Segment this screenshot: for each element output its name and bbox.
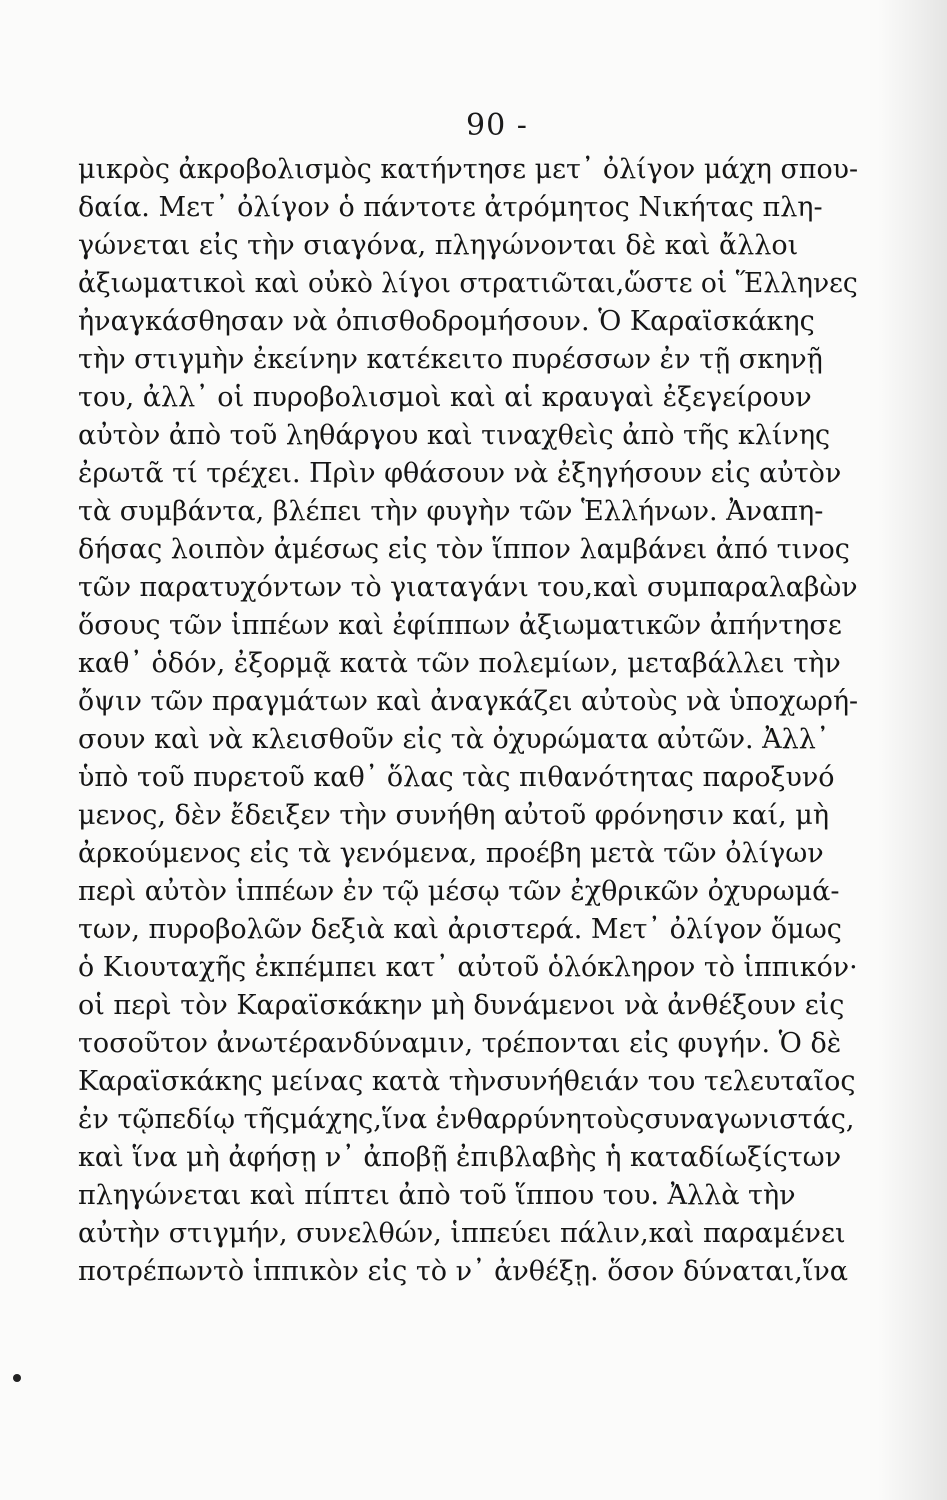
page-number: 90 - — [466, 108, 528, 143]
text-line: ἠναγκάσθησαν νὰ ὀπισθοδρομήσουν. Ὁ Καραϊσκάκης — [78, 306, 815, 337]
text-line: ἀξιωματικοὶ καὶ οὐκὸ λίγοι στρατιῶται,ὥστε οἱ Ἕλληνες — [78, 268, 858, 299]
text-line: δαία. Μετ᾽ ὀλίγον ὁ πάντοτε ἀτρόμητος Νικήτας πλη- — [78, 192, 823, 223]
text-line: ὁ Κιουταχῆς ἐκπέμπει κατ᾽ αὐτοῦ ὁλόκληρον τὸ ἱππικόν· — [78, 952, 858, 983]
text-line: μικρὸς ἀκροβολισμὸς κατήντησε μετ᾽ ὀλίγον μάχη σπου- — [78, 154, 859, 185]
text-line: δήσας λοιπὸν ἀμέσως εἰς τὸν ἵππον λαμβάνει ἀπό τινος — [78, 534, 850, 565]
text-line: γώνεται εἰς τὴν σιαγόνα, πληγώνονται δὲ καὶ ἄλλοι — [78, 230, 799, 261]
text-line: περὶ αὐτὸν ἱππέων ἐν τῷ μέσῳ τῶν ἐχθρικῶν ὀχυρωμά- — [78, 876, 840, 907]
text-line: τὴν στιγμὴν ἐκείνην κατέκειτο πυρέσσων ἐν τῇ σκηνῇ — [78, 344, 823, 375]
page-edge-shadow — [877, 0, 947, 1500]
text-line: τῶν παρατυχόντων τὸ γιαταγάνι του,καὶ συμπαραλαβὼν — [78, 572, 858, 603]
ink-speck — [13, 1374, 21, 1382]
text-line: τοσοῦτον ἀνωτέρανδύναμιν, τρέπονται εἰς φυγήν. Ὁ δὲ — [78, 1028, 842, 1059]
text-line: σουν καὶ νὰ κλεισθοῦν εἰς τὰ ὀχυρώματα αὐτῶν. Ἀλλ᾽ — [78, 724, 830, 755]
text-line: Καραϊσκάκης μείνας κατὰ τὴνσυνήθειάν του τελευταῖος — [78, 1066, 856, 1097]
text-line: ὄψιν τῶν πραγμάτων καὶ ἀναγκάζει αὐτοὺς νὰ ὑποχωρή- — [78, 686, 859, 717]
text-line: μενος, δὲν ἔδειξεν τὴν συνήθη αὐτοῦ φρόνησιν καί, μὴ — [78, 800, 830, 831]
text-line: ὅσους τῶν ἱππέων καὶ ἐφίππων ἀξιωματικῶν ἀπήντησε — [78, 610, 842, 641]
text-line: των, πυροβολῶν δεξιὰ καὶ ἀριστερά. Μετ᾽ ὀλίγον ὅμως — [78, 914, 842, 945]
text-line: καὶ ἵνα μὴ ἀφήσῃ ν᾽ ἀποβῇ ἐπιβλαβὴς ἡ καταδίωξίςτων — [78, 1142, 842, 1173]
text-line: αὐτὴν στιγμήν, συνελθών, ἱππεύει πάλιν,καὶ παραμένει — [78, 1218, 846, 1249]
text-line: ἐν τῷπεδίῳ τῆςμάχης,ἵνα ἐνθαρρύνητοὺςσυναγωνιστάς, — [78, 1104, 855, 1135]
text-line: ποτρέπωντὸ ἱππικὸν εἰς τὸ ν᾽ ἀνθέξῃ. ὅσον δύναται,ἵνα — [78, 1256, 849, 1287]
text-line: του, ἀλλ᾽ οἱ πυροβολισμοὶ καὶ αἱ κραυγαὶ ἐξεγείρουν — [78, 382, 812, 413]
text-line: καθ᾽ ὁδόν, ἐξορμᾷ κατὰ τῶν πολεμίων, μεταβάλλει τὴν — [78, 648, 841, 679]
text-line: αὐτὸν ἀπὸ τοῦ ληθάργου καὶ τιναχθεὶς ἀπὸ τῆς κλίνης — [78, 420, 831, 451]
text-line: τὰ συμβάντα, βλέπει τὴν φυγὴν τῶν Ἑλλήνων. Ἀναπη- — [78, 496, 824, 527]
text-line: ἀρκούμενος εἰς τὰ γενόμενα, προέβη μετὰ τῶν ὀλίγων — [78, 838, 824, 869]
text-line: ἐρωτᾶ τί τρέχει. Πρὶν φθάσουν νὰ ἐξηγήσουν εἰς αὐτὸν — [78, 458, 842, 489]
text-line: ὑπὸ τοῦ πυρετοῦ καθ᾽ ὅλας τὰς πιθανότητας παροξυνό — [78, 762, 835, 793]
text-line: πληγώνεται καὶ πίπτει ἀπὸ τοῦ ἵππου του. Ἀλλὰ τὴν — [78, 1180, 796, 1211]
text-line: οἱ περὶ τὸν Καραϊσκάκην μὴ δυνάμενοι νὰ ἀνθέξουν εἰς — [78, 990, 845, 1021]
